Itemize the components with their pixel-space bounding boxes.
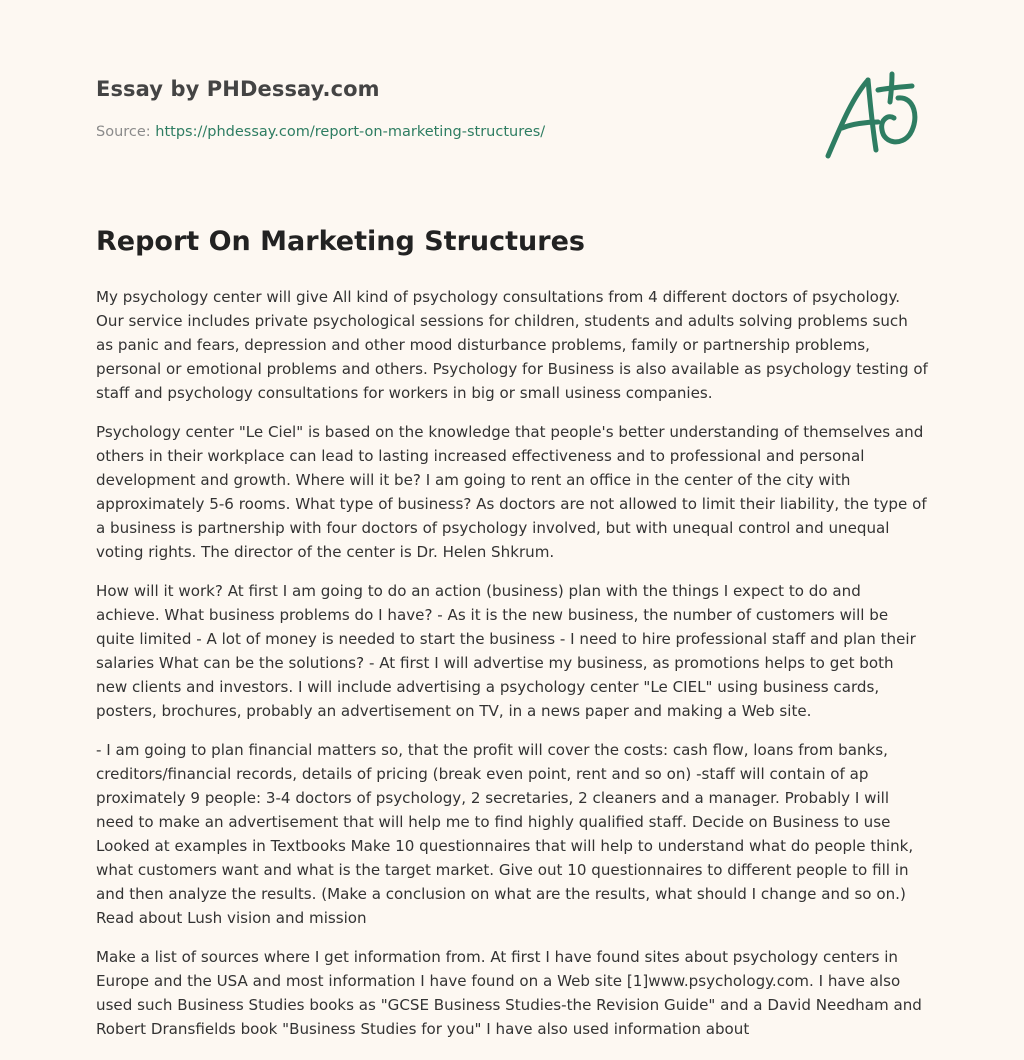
paragraph: How will it work? At first I am going to do an action (business) plan with the things I expect to do and achieve. What business problems do I have? - As it is the new business, the number of customers will be quite limited - A lot of money is needed to start the business - I need to hire professional staff and plan their salaries What can be the solutions? - At first I will advertise my business, as promotions helps to get both new clients and investors. I will include advertising a psychology center "Le CIEL" using business cards, posters, brochures, probably an advertisement on TV, in a news paper and making a Web site. [96,582,916,720]
brand-title: Essay by PHDessay.com [96,77,380,101]
source-line [96,124,545,140]
page-header [96,0,928,257]
paragraph: My psychology center will give All kind of psychology consultations from 4 different doctors of psychology. Our service includes private psychological sessions for children, students and adults solving problems such as panic and fears, depression and other mood disturbance problems, family or partnership problems, personal or emotional problems and others. Psychology for Business is also available as psychology testing of staff and psychology consultations for workers in big or small usiness companies. [96,288,928,402]
essay-page [96,0,928,1038]
source-label: Source: [96,124,151,140]
paragraph: - I am going to plan financial matters so, that the profit will cover the costs: cash flow, loans from banks, creditors/financial records, details of pricing (break even point, rent and so on) -staff will contain of ap proximately 9 people: 3-4 doctors of psychology, 2 secretaries, 2 cleaners and a manager. Probably I will need to make an advertisement that will help me to find highly qualified staff. Decide on Business to use Looked at examples in Textbooks Make 10 questionnaires that will help to understand what do people think, what customers want and what is the target market. Give out 10 questionnaires to different people to fill in and then analyze the results. (Make a conclusion on what are the results, what should I change and so on.) Read about Lush vision and mission [96,741,914,927]
essay-body [96,285,928,1056]
document-title: Report On Marketing Structures [96,226,585,257]
paragraph: Make a list of sources where I get information from. At first I have found sites about psychology centers in Europe and the USA and most information I have found on a Web site [1]www.psychology.com. I have also used such Business Studies books as "GCSE Business Studies-the Revision Guide" and a David Needham and Robert Dransfields book "Business Studies for you" I have also used information about [96,948,922,1038]
paragraph: Psychology center "Le Ciel" is based on the knowledge that people's better understanding of themselves and others in their workplace can lead to lasting increased effectiveness and to professional and personal development and growth. Where will it be? I am going to rent an office in the center of the city with approximately 5-6 rooms. What type of business? As doctors are not allowed to limit their liability, the type of a business is partnership with four doctors of psychology involved, but with unequal control and unequal voting rights. The director of the center is Dr. Helen Shkrum. [96,423,927,561]
source-link[interactable]: https://phdessay.com/report-on-marketing-structures/ [155,124,546,140]
a-plus-logo-icon [822,68,926,164]
